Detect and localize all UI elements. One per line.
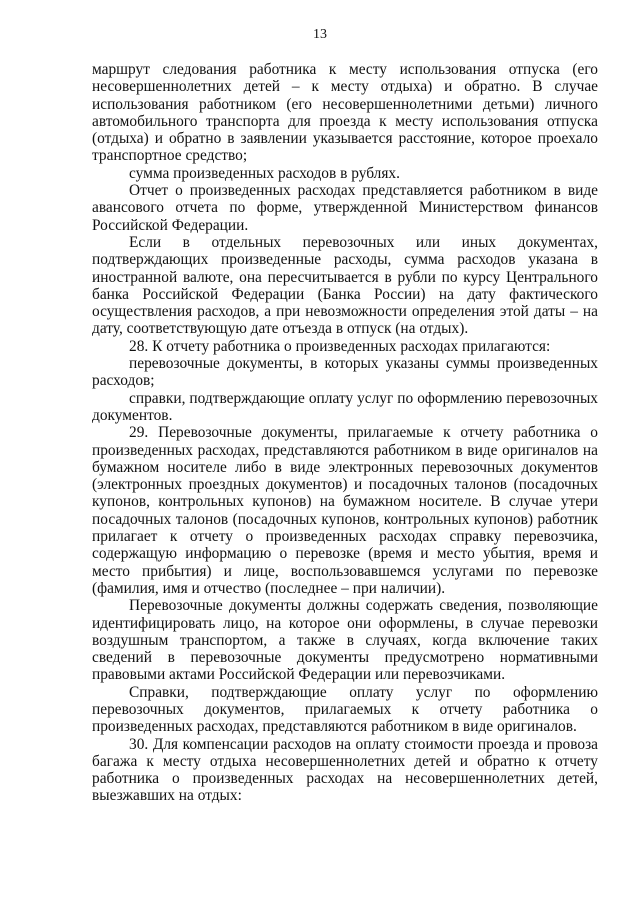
paragraph-identification: Перевозочные документы должны содержать сведения, позволяющие идентифицировать лицо, на которое они оформлены, в случае перевозки воздушным транспортом, а также в случаях, когда включение таких сведений в перевозочные документы предусмотрено нормативными правовыми актами Российской Федерации или перевозчиками.: [92, 597, 598, 684]
paragraph-item-29: 29. Перевозочные документы, прилагаемые к отчету работника о произведенных расходах, представляются работником в виде оригиналов на бумажном носителе либо в виде электронных перевозочных документов (электронных проездных документов) и посадочных талонов (посадочных купонов, контрольных купонов) на бумажном носителе. В случае утери посадочных талонов (посадочных купонов, контрольных купонов) работник прилагает к отчету о произведенных расходах справку перевозчика, содержащую информацию о перевозке (время и место убытия, время и место прибытия) и лице, воспользовавшемся услугами по перевозке (фамилия, имя и отчество (последнее – при наличии).: [92, 424, 598, 597]
paragraph-foreign-currency: Если в отдельных перевозочных или иных документах, подтверждающих произведенные расходы, сумма расходов указана в иностранной валюте, она пересчитывается в рубли по курсу Центрального банка Российской Федерации (Банка России) на дату фактического осуществления расходов, а при невозможности определения этой даты – на дату, соответствующую дате отъезда в отпуск (на отдых).: [92, 233, 598, 338]
paragraph-certificates-originals: Справки, подтверждающие оплату услуг по оформлению перевозочных документов, прилагаемых к отчету работника о произведенных расходах, представляются работником в виде оригиналов.: [92, 683, 598, 736]
paragraph-advance-report: Отчет о произведенных расходах представляется работником в виде авансового отчета по форме, утвержденной Министерством финансов Российской Федерации.: [92, 182, 598, 234]
paragraph-expense-amount: сумма произведенных расходов в рублях.: [129, 164, 400, 182]
paragraph-item-28: 28. К отчету работника о произведенных расходах прилагаются:: [129, 337, 551, 355]
paragraph-payment-certificates: справки, подтверждающие оплату услуг по оформлению перевозочных документов.: [92, 389, 598, 424]
paragraph-route-continuation: маршрут следования работника к месту использования отпуска (его несовершеннолетних детей – к месту отдыха) и обратно. В случае использования работником (его несовершеннолетними детьми) личного автомобильного транспорта для проезда к месту использования отпуска (отдыха) и обратно в заявлении указывается расстояние, которое проехало транспортное средство;: [92, 61, 598, 165]
paragraph-transport-documents: перевозочные документы, в которых указаны суммы произведенных расходов;: [92, 355, 598, 390]
document-body: [92, 61, 598, 805]
page-number: 13: [313, 27, 327, 42]
paragraph-item-30: 30. Для компенсации расходов на оплату стоимости проезда и провоза багажа к месту отдыха несовершеннолетних детей и обратно к отчету работника о произведенных расходах на несовершеннолетних детей, выезжавших на отдых:: [92, 735, 598, 805]
